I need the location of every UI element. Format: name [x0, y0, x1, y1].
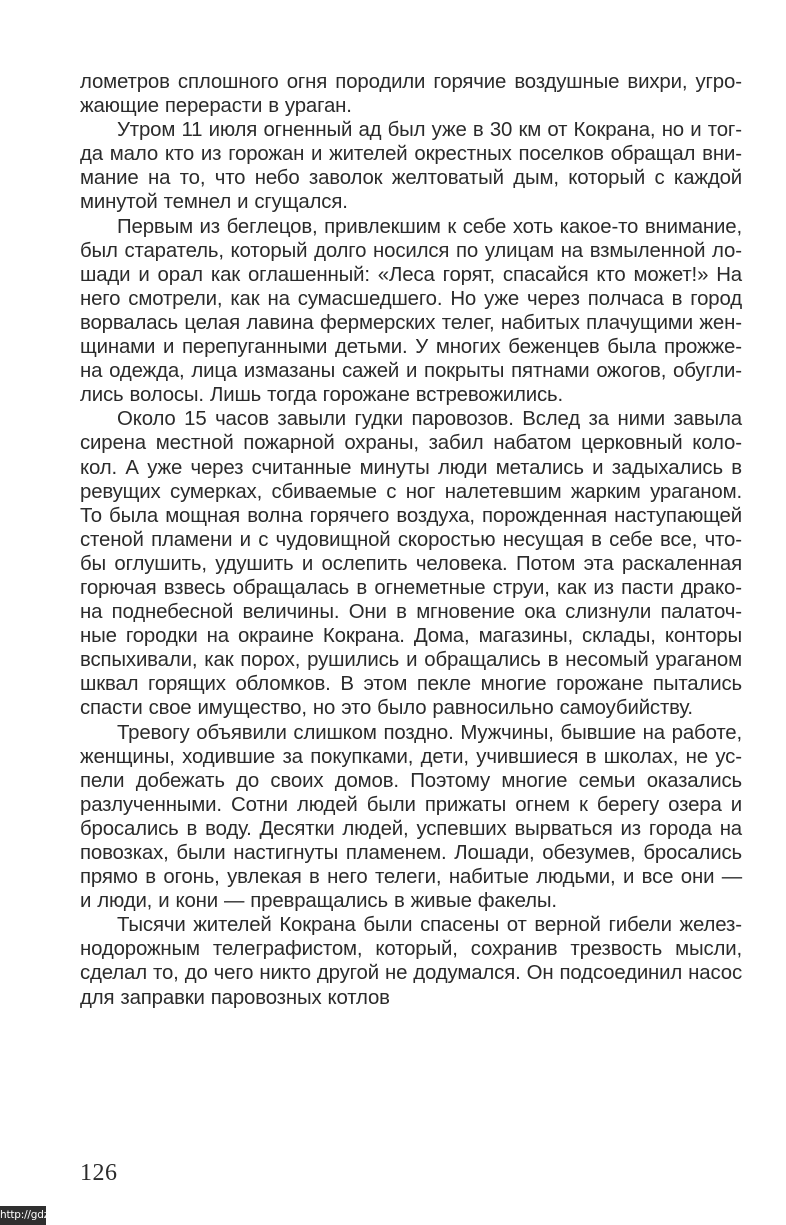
- paragraph-alarm-too-late: Тревогу объявили слишком поздно. Мужчины, бывшие на работе, женщины, ходившие за покупками, дети, учившиеся в школах, не успели добежать до своих домов. Поэтому многие семьи оказались разлученными. Сотни людей были прижаты огнем к берегу озера и бросались в воду. Десятки людей, успевших вырваться из города на повозках, были настигнуты пламенем. Лошади, обезумев, бросались прямо в огонь, увлекая в него телеги, набитые людьми, и все они — и люди, и кони — превращались в живые факелы.: [80, 721, 742, 913]
- watermark-link[interactable]: http://gdz.wtf: [0, 1206, 46, 1225]
- page-text-body: [80, 70, 742, 1010]
- paragraph-first-fugitive: Первым из беглецов, привлекшим к себе хоть какое-то внимание, был старатель, который долго носился по улицам на взмыленной лошади и орал как оглашенный: «Леса горят, спасайся кто может!» На него смотрели, как на сумасшедшего. Но уже через полчаса в город ворвалась целая лавина фермерских телег, набитых плачущими женщинами и перепуганными детьми. У многих беженцев была прожжена одежда, лица измазаны сажей и покрыты пятнами ожогов, обуглились волосы. Лишь тогда горожане встревожились.: [80, 215, 742, 407]
- page-number: 126: [80, 1160, 118, 1186]
- paragraph-locomotive-whistles: Около 15 часов завыли гудки паровозов. Вслед за ними завыла сирена местной пожарной охраны, забил набатом церковный колокол. А уже через считанные минуты люди метались и задыхались в ревущих сумерках, сбиваемые с ног налетевшим жарким ураганом. То была мощная волна горячего воздуха, порожденная наступающей стеной пламени и с чудовищной скоростью несущая в себе все, чтобы оглушить, удушить и ослепить человека. Потом эта раскаленная горючая взвесь обращалась в огнеметные струи, как из пасти дракона поднебесной величины. Они в мгновение ока слизнули палаточные городки на окраине Кокрана. Дома, магазины, склады, конторы вспыхивали, как порох, рушились и обращались в несомый ураганом шквал горящих обломков. В этом пекле многие горожане пытались спасти свое имущество, но это было равносильно самоубийству.: [80, 408, 742, 720]
- paragraph-continuation: лометров сплошного огня породили горячие воздушные вихри, угрожающие перерасти в ураган.: [80, 71, 742, 118]
- paragraph-morning-july-11: Утром 11 июля огненный ад был уже в 30 км от Кокрана, но и тогда мало кто из горожан и жителей окрестных поселков обращал внимание на то, что небо заволок желтоватый дым, который с каждой минутой темнел и сгущался.: [80, 119, 742, 214]
- paragraph-telegraphist: Тысячи жителей Кокрана были спасены от верной гибели железнодорожным телеграфистом, который, сохранив трезвость мысли, сделал то, до чего никто другой не додумался. Он подсоединил насос для заправки паровозных котлов: [80, 914, 742, 1009]
